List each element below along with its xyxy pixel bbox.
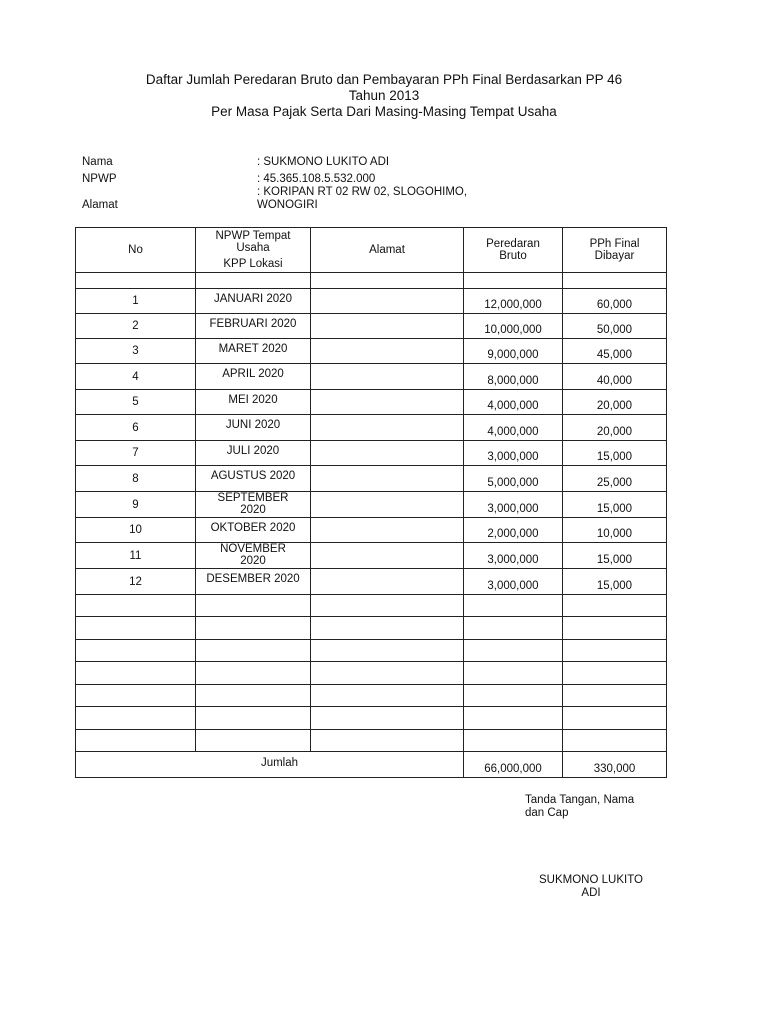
row-no: 10 — [76, 518, 196, 543]
row-month: JULI 2020 — [196, 441, 311, 466]
table-row — [76, 492, 667, 518]
row-bruto: 3,000,000 — [464, 543, 563, 569]
header-npwp-tempat-usaha — [196, 228, 311, 273]
row-bruto: 2,000,000 — [464, 518, 563, 543]
header-bruto-line2: Bruto — [499, 250, 527, 262]
header-pph-final — [563, 228, 667, 273]
total-row — [76, 752, 667, 778]
row-bruto: 8,000,000 — [464, 364, 563, 390]
table-header-row — [76, 228, 667, 273]
row-bruto: 3,000,000 — [464, 441, 563, 466]
peredaran-bruto-table — [75, 227, 667, 778]
row-no: 5 — [76, 390, 196, 415]
table-row — [76, 466, 667, 492]
row-bruto: 9,000,000 — [464, 339, 563, 364]
empty-row — [76, 617, 667, 640]
row-pph: 15,000 — [563, 441, 667, 466]
row-month: SEPTEMBER 2020 — [196, 492, 311, 518]
row-bruto: 10,000,000 — [464, 314, 563, 339]
header-kpp-lokasi: KPP Lokasi — [223, 258, 283, 270]
header-pph-line1: PPh Final — [589, 238, 640, 250]
row-alamat — [311, 492, 464, 518]
table-row — [76, 441, 667, 466]
row-alamat — [311, 466, 464, 492]
empty-row — [76, 595, 667, 617]
table-row — [76, 415, 667, 441]
empty-row — [76, 640, 667, 662]
npwp-label: NPWP — [82, 173, 117, 185]
row-bruto: 3,000,000 — [464, 492, 563, 518]
row-no: 1 — [76, 289, 196, 314]
table-spacer-row — [76, 273, 667, 289]
empty-row — [76, 662, 667, 685]
row-alamat — [311, 569, 464, 595]
row-no: 3 — [76, 339, 196, 364]
table-row — [76, 569, 667, 595]
signature-caption-line2: dan Cap — [525, 807, 569, 819]
row-month: FEBRUARI 2020 — [196, 314, 311, 339]
alamat-value-line1: : KORIPAN RT 02 RW 02, SLOGOHIMO, — [257, 186, 468, 198]
row-month: OKTOBER 2020 — [196, 518, 311, 543]
row-month: MEI 2020 — [196, 390, 311, 415]
row-alamat — [311, 339, 464, 364]
signature-caption-line1: Tanda Tangan, Nama — [525, 794, 635, 806]
header-bruto-line1: Peredaran — [486, 238, 540, 250]
table-row — [76, 289, 667, 314]
row-month: AGUSTUS 2020 — [196, 466, 311, 492]
empty-row — [76, 707, 667, 730]
row-bruto: 5,000,000 — [464, 466, 563, 492]
header-no: No — [76, 228, 196, 273]
row-month: NOVEMBER 2020 — [196, 543, 311, 569]
row-month: MARET 2020 — [196, 339, 311, 364]
signature-name — [527, 874, 655, 900]
row-alamat — [311, 390, 464, 415]
signature-name-line2: ADI — [581, 887, 601, 899]
row-no: 4 — [76, 364, 196, 390]
table-row — [76, 543, 667, 569]
row-pph: 20,000 — [563, 390, 667, 415]
row-no: 12 — [76, 569, 196, 595]
row-alamat — [311, 314, 464, 339]
row-month: JANUARI 2020 — [196, 289, 311, 314]
row-month: APRIL 2020 — [196, 364, 311, 390]
row-pph: 25,000 — [563, 466, 667, 492]
row-no: 7 — [76, 441, 196, 466]
row-month: DESEMBER 2020 — [196, 569, 311, 595]
row-bruto: 3,000,000 — [464, 569, 563, 595]
row-alamat — [311, 415, 464, 441]
row-month: JUNI 2020 — [196, 415, 311, 441]
npwp-value: : 45.365.108.5.532.000 — [257, 173, 376, 185]
empty-row — [76, 730, 667, 752]
total-pph: 330,000 — [563, 752, 667, 778]
total-bruto: 66,000,000 — [464, 752, 563, 778]
header-peredaran-bruto — [464, 228, 563, 273]
row-no: 6 — [76, 415, 196, 441]
row-alamat — [311, 364, 464, 390]
row-no: 9 — [76, 492, 196, 518]
signature-caption — [525, 794, 634, 820]
row-pph: 20,000 — [563, 415, 667, 441]
document-title-line2: Tahun 2013 — [348, 88, 420, 103]
header-npwp-line2: Usaha — [236, 242, 270, 254]
row-no: 2 — [76, 314, 196, 339]
row-alamat — [311, 543, 464, 569]
document-title-line1: Daftar Jumlah Peredaran Bruto dan Pembayaran PPh Final Berdasarkan PP 46 — [145, 72, 623, 87]
row-bruto: 4,000,000 — [464, 390, 563, 415]
row-pph: 15,000 — [563, 543, 667, 569]
table-row — [76, 339, 667, 364]
row-bruto: 4,000,000 — [464, 415, 563, 441]
header-pph-line2: Dibayar — [594, 250, 635, 262]
row-pph: 40,000 — [563, 364, 667, 390]
signature-name-line1: SUKMONO LUKITO — [539, 874, 643, 886]
row-no: 11 — [76, 543, 196, 569]
row-pph: 60,000 — [563, 289, 667, 314]
row-pph: 45,000 — [563, 339, 667, 364]
row-pph: 15,000 — [563, 569, 667, 595]
total-label: Jumlah — [76, 752, 464, 778]
header-alamat: Alamat — [311, 228, 464, 273]
row-pph: 50,000 — [563, 314, 667, 339]
row-alamat — [311, 289, 464, 314]
nama-value: : SUKMONO LUKITO ADI — [257, 156, 390, 168]
alamat-value-line2: WONOGIRI — [257, 199, 318, 211]
table-row — [76, 518, 667, 543]
table-row — [76, 390, 667, 415]
document-title-line3: Per Masa Pajak Serta Dari Masing-Masing Tempat Usaha — [211, 104, 557, 119]
empty-row — [76, 685, 667, 707]
header-npwp-line1: NPWP Tempat — [215, 230, 291, 242]
row-pph: 15,000 — [563, 492, 667, 518]
row-no: 8 — [76, 466, 196, 492]
nama-label: Nama — [82, 156, 113, 168]
alamat-label: Alamat — [82, 199, 118, 211]
row-alamat — [311, 518, 464, 543]
row-alamat — [311, 441, 464, 466]
row-bruto: 12,000,000 — [464, 289, 563, 314]
row-pph: 10,000 — [563, 518, 667, 543]
table-row — [76, 364, 667, 390]
table-row — [76, 314, 667, 339]
